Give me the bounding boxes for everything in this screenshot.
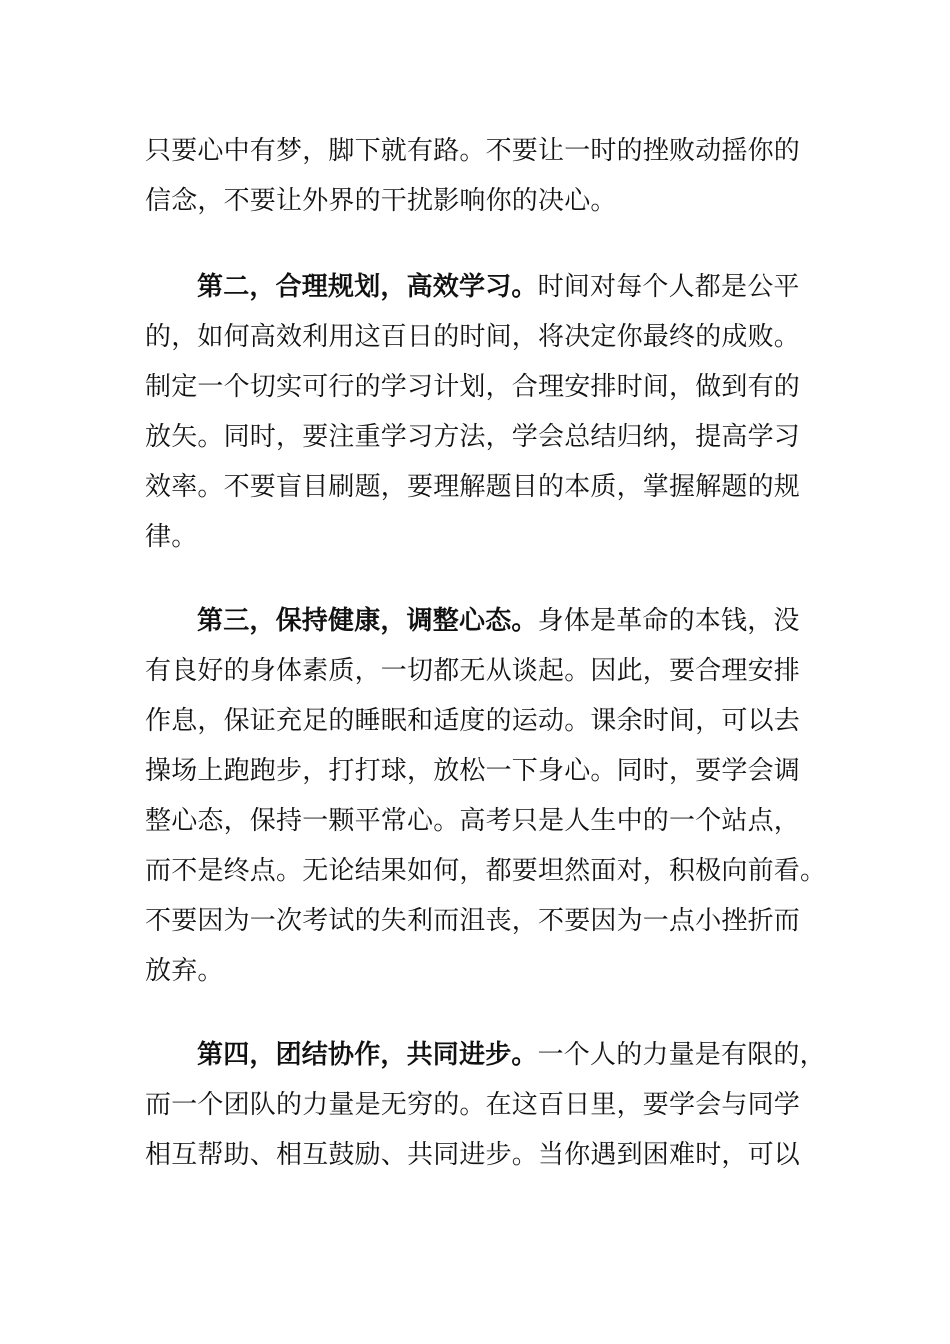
text-line: 效率。不要盲目刷题，要理解题目的本质，掌握解题的规 — [145, 472, 801, 502]
text-span: 身体是革命的本钱，没 — [537, 606, 800, 636]
paragraph-heading: 第四，团结协作，共同进步。 — [197, 1040, 538, 1070]
paragraph-point-three — [145, 596, 827, 996]
text-span: 时间对每个人都是公平 — [537, 272, 800, 302]
text-line: 有良好的身体素质，一切都无从谈起。因此，要合理安排 — [145, 656, 801, 686]
paragraph-first-line — [145, 262, 815, 312]
text-line: 放弃。 — [145, 956, 224, 986]
text-line: 放矢。同时，要注重学习方法，学会总结归纳，提高学习 — [145, 422, 801, 452]
text-line: 作息，保证充足的睡眠和适度的运动。课余时间，可以去 — [145, 706, 801, 736]
text-line: 而不是终点。无论结果如何，都要坦然面对，积极向前看。 — [145, 856, 827, 886]
text-line: 制定一个切实可行的学习计划，合理安排时间，做到有的 — [145, 372, 801, 402]
text-line: 只要心中有梦，脚下就有路。不要让一时的挫败动摇你的 — [145, 136, 801, 166]
paragraph-intro-continuation — [145, 126, 815, 226]
text-line: 的，如何高效利用这百日的时间，将决定你最终的成败。 — [145, 322, 801, 352]
paragraph-heading: 第二，合理规划，高效学习。 — [197, 272, 538, 302]
text-line: 而一个团队的力量是无穷的。在这百日里，要学会与同学 — [145, 1090, 801, 1120]
text-line: 不要因为一次考试的失利而沮丧，不要因为一点小挫折而 — [145, 906, 801, 936]
paragraph-point-two — [145, 262, 815, 562]
paragraph-first-line — [145, 1030, 826, 1080]
text-line: 相互帮助、相互鼓励、共同进步。当你遇到困难时，可以 — [145, 1140, 801, 1170]
text-line: 整心态，保持一颗平常心。高考只是人生中的一个站点， — [145, 806, 801, 836]
text-span: 一个人的力量是有限的， — [537, 1040, 826, 1070]
text-line: 操场上跑跑步，打打球，放松一下身心。同时，要学会调 — [145, 756, 801, 786]
text-line: 律。 — [145, 522, 198, 552]
text-line: 信念，不要让外界的干扰影响你的决心。 — [145, 186, 617, 216]
paragraph-heading: 第三，保持健康，调整心态。 — [197, 606, 538, 636]
paragraph-first-line — [145, 596, 815, 646]
paragraph-point-four — [145, 1030, 826, 1180]
